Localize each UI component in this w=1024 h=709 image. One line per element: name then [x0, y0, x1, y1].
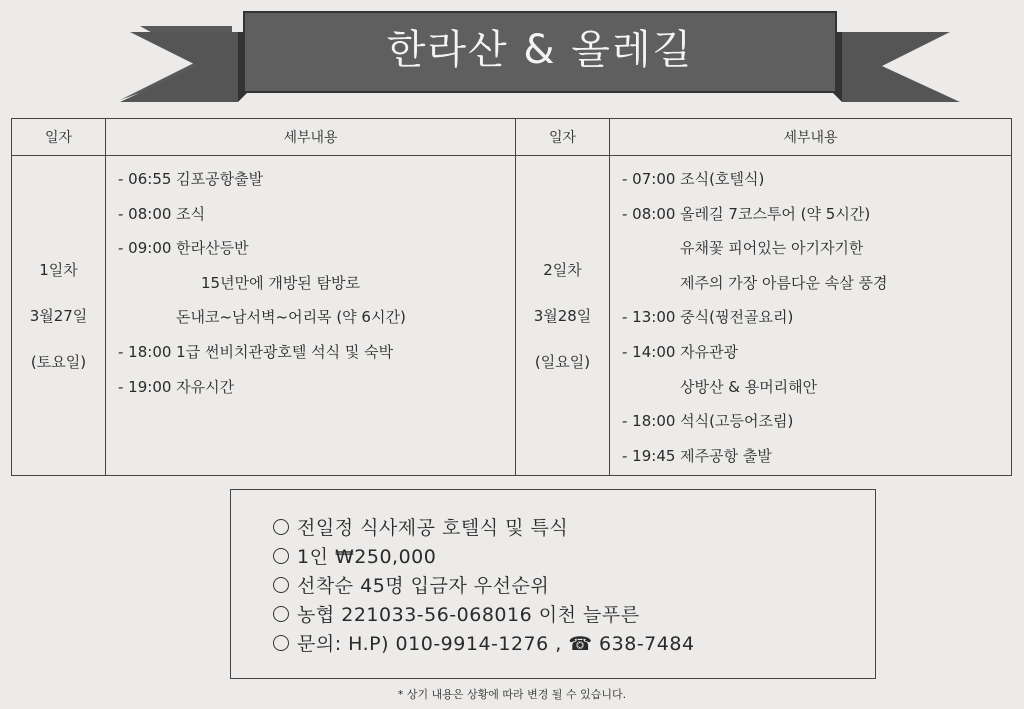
list-item: - 19:45 제주공항 출발 [622, 446, 772, 465]
info-text: 농협 221033-56-068016 이천 늘푸른 [297, 604, 640, 626]
day2-cell [516, 156, 610, 476]
circle-bullet-icon [273, 519, 289, 535]
list-item: - 09:00 한라산등반 [118, 239, 249, 258]
info-item [273, 543, 875, 572]
header-details-day1: 세부내용 [106, 119, 516, 156]
info-item [273, 601, 875, 630]
info-box [230, 489, 876, 679]
day1-cell [12, 156, 106, 476]
circle-bullet-icon [273, 548, 289, 564]
list-item: - 08:00 조식 [118, 204, 206, 223]
circle-bullet-icon [273, 635, 289, 651]
circle-bullet-icon [273, 606, 289, 622]
header-date-day1: 일자 [12, 119, 106, 156]
info-item [273, 514, 875, 543]
list-item: 돈내코~남서벽~어리목 (약 6시간) [176, 308, 406, 327]
info-item [273, 572, 875, 601]
day1-label: 1일차 [39, 260, 78, 279]
list-item: - 14:00 자유관광 [622, 342, 739, 361]
banner-title: 한라산 & 올레길 [386, 27, 694, 73]
info-text: 전일정 식사제공 호텔식 및 특식 [297, 517, 569, 539]
footer-note: * 상기 내용은 상황에 따라 변경 될 수 있습니다. [397, 688, 627, 701]
list-item: - 18:00 석식(고등어조림) [622, 412, 794, 431]
list-item: - 06:55 김포공항출발 [118, 170, 264, 188]
day1-weekday: (토요일) [30, 352, 87, 371]
day2-label: 2일차 [543, 260, 582, 279]
table-body-row [12, 156, 1012, 476]
list-item: 15년만에 개방된 탐방로 [201, 273, 361, 292]
list-item: - 19:00 자유시간 [118, 377, 235, 396]
table-header-row [12, 119, 1012, 156]
list-item: - 18:00 1급 썬비치관광호텔 석식 및 숙박 [118, 342, 394, 361]
list-item: - 07:00 조식(호텔식) [622, 170, 765, 188]
day1-date: 3월27일 [29, 306, 88, 325]
list-item: 상방산 & 용머리해안 [680, 377, 818, 396]
schedule-table [11, 118, 1012, 476]
day2-weekday: (일요일) [534, 352, 591, 371]
info-text: 문의: H.P) 010-9914-1276 , ☎ 638-7484 [297, 633, 695, 655]
info-text: 1인 ₩250,000 [297, 546, 437, 568]
title-banner [120, 8, 960, 104]
list-item: 유채꽃 피어있는 아기자기한 [680, 239, 864, 258]
list-item: 제주의 가장 아름다운 속살 풍경 [680, 273, 888, 292]
day1-items [106, 156, 516, 476]
info-text: 선착순 45명 입금자 우선순위 [297, 575, 550, 597]
list-item: - 08:00 올레길 7코스투어 (약 5시간) [622, 204, 871, 223]
circle-bullet-icon [273, 577, 289, 593]
day2-items [610, 156, 1012, 476]
day2-date: 3월28일 [533, 306, 592, 325]
header-details-day2: 세부내용 [610, 119, 1012, 156]
list-item: - 13:00 중식(꿩전골요리) [622, 308, 794, 327]
info-item [273, 630, 875, 659]
header-date-day2: 일자 [516, 119, 610, 156]
